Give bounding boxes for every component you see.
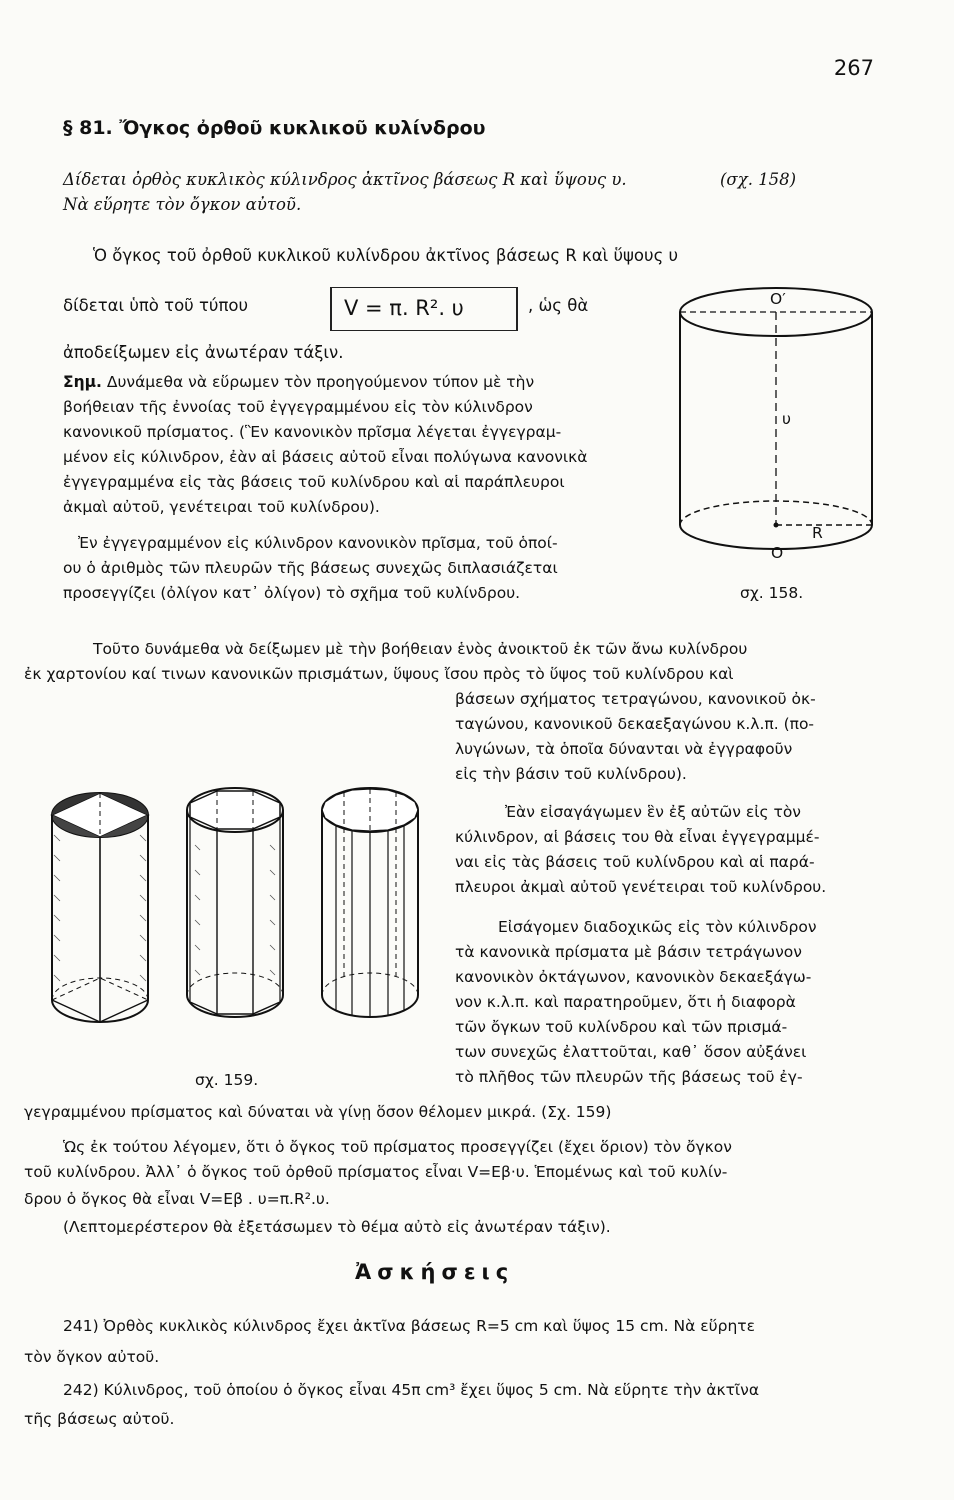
center-point	[774, 523, 779, 528]
paragraph-2-line3: βάσεων σχήματος τετραγώνου, κανονικοῦ ὀκ-	[455, 690, 816, 708]
paragraph-2-line1: Τοῦτο δυνάμεθα νὰ δείξωμεν μὲ τὴν βοήθειαν ἑνὸς ἀνοικτοῦ ἐκ τῶν ἄνω κυλίνδρου	[93, 640, 748, 658]
section-title: § 81. Ὄγκος ὀρθοῦ κυκλικοῦ κυλίνδρου	[63, 117, 486, 139]
volume-formula: V = π. R². υ	[344, 296, 464, 320]
figure-159-caption: σχ. 159.	[195, 1071, 259, 1089]
figure-158-caption: σχ. 158.	[740, 584, 804, 602]
page-number: 267	[833, 56, 874, 80]
paragraph-4-line7: τὸ πλῆθος τῶν πλευρῶν τῆς βάσεως τοῦ ἐγ-	[455, 1068, 803, 1086]
note-line6: ἀκμαὶ αὐτοῦ, γενέτειραι τοῦ κυλίνδρου).	[63, 498, 380, 516]
paragraph-1-line2b: , ὡς θὰ	[528, 296, 589, 315]
exercise-241-line2: τὸν ὄγκον αὐτοῦ.	[24, 1348, 160, 1366]
paragraph-4-line1: Εἰσάγομεν διαδοχικῶς εἰς τὸν κύλινδρον	[498, 918, 817, 936]
paragraph-2-line2: ἐκ χαρτονίου καί τινων κανονικῶν πρισμάτων, ὕψους ἴσου πρὸς τὸ ὕψος τοῦ κυλίνδρου καὶ	[24, 665, 734, 683]
paragraph-4-line6: των συνεχῶς ἐλαττοῦται, καθ᾿ ὅσον αὐξάνει	[455, 1043, 807, 1061]
paragraph-5-line3: δρου ὁ ὄγκος θὰ εἶναι V=Εβ . υ=π.R².υ.	[24, 1190, 330, 1208]
paragraph-4-line5: τῶν ὄγκων τοῦ κυλίνδρου καὶ τῶν πρισμά-	[455, 1018, 788, 1036]
note2-line2: ου ὁ ἀριθμὸς τῶν πλευρῶν τῆς βάσεως συνεχῶς διπλασιάζεται	[63, 559, 558, 577]
paragraph-2-line6: εἰς τὴν βάσιν τοῦ κυλίνδρου).	[455, 765, 687, 783]
paragraph-1-line2a: δίδεται ὑπὸ τοῦ τύπου	[63, 296, 249, 315]
paragraph-2-line4: ταγώνου, κανονικοῦ δεκαεξαγώνου κ.λ.π. (πο-	[455, 715, 815, 733]
label-bottom-center: O	[771, 544, 784, 562]
label-height: υ	[782, 410, 791, 428]
label-top-center: O′	[770, 290, 786, 308]
paragraph-5-line1: Ὡς ἐκ τούτου λέγομεν, ὅτι ὁ ὄγκος τοῦ πρίσματος προσεγγίζει (ἔχει ὅριον) τὸν ὄγκον	[63, 1138, 732, 1156]
cylinder-square-prism	[52, 793, 148, 1022]
paragraph-4-line3: κανονικὸν ὀκτάγωνον, κανονικὸν δεκαεξάγω-	[455, 968, 812, 986]
exercise-242-line1: 242) Κύλινδρος, τοῦ ὁποίου ὁ ὄγκος εἶναι 45π cm³ ἔχει ὕψος 5 cm. Νὰ εὕρητε τὴν ἀκτῖνα	[63, 1381, 760, 1399]
paragraph-6: (Λεπτομερέστερον θὰ ἐξετάσωμεν τὸ θέμα αὐτὸ εἰς ἀνωτέραν τάξιν).	[63, 1218, 611, 1236]
note-line3: κανονικοῦ πρίσματος. (Ἓν κανονικὸν πρῖσμα λέγεται ἐγγεγραμ-	[63, 423, 562, 441]
exercise-241-line1: 241) Ὀρθὸς κυκλικὸς κύλινδρος ἔχει ἀκτῖνα βάσεως R=5 cm καὶ ὕψος 15 cm. Νὰ εὕρητε	[63, 1317, 755, 1335]
label-radius: R	[812, 524, 823, 542]
problem-statement-line2: Νὰ εὕρητε τὸν ὄγκον αὐτοῦ.	[63, 195, 302, 214]
volume-formula-box	[330, 287, 518, 331]
paragraph-1-line1: Ὁ ὄγκος τοῦ ὀρθοῦ κυκλικοῦ κυλίνδρου ἀκτῖνος βάσεως R καὶ ὕψους υ	[93, 246, 679, 265]
paragraph-3-line1: Ἐὰν εἰσαγάγωμεν ἓν ἐξ αὐτῶν εἰς τὸν	[505, 803, 801, 821]
paragraph-2-line5: λυγώνων, τὰ ὁποῖα δύνανται νὰ ἐγγραφοῦν	[455, 740, 793, 758]
note-line4: μένον εἰς κύλινδρον, ἐὰν αἱ βάσεις αὐτοῦ εἶναι πολύγωνα κανονικὰ	[63, 448, 588, 466]
exercises-heading: Ἀσκήσεις	[355, 1260, 515, 1284]
exercise-242-line2: τῆς βάσεως αὐτοῦ.	[24, 1410, 175, 1428]
paragraph-3-line2: κύλινδρον, αἱ βάσεις του θὰ εἶναι ἐγγεγραμμέ-	[455, 828, 820, 846]
note-label: Σημ.	[63, 373, 102, 391]
paragraph-4-line2: τὰ κανονικὰ πρίσματα μὲ βάσιν τετράγωνον	[455, 943, 802, 961]
note-line1-text: Δυνάμεθα νὰ εὕρωμεν τὸν προηγούμενον τύπον μὲ τὴν	[101, 373, 535, 391]
cylinder-hexadecagonal-prism	[322, 788, 418, 1017]
problem-statement-line1: Δίδεται ὀρθὸς κυκλικὸς κύλινδρος ἀκτῖνος βάσεως R καὶ ὕψους υ.	[63, 170, 627, 189]
paragraph-1-line3: ἀποδείξωμεν εἰς ἀνωτέραν τάξιν.	[63, 343, 344, 362]
note-line5: ἐγγεγραμμένα εἰς τὰς βάσεις τοῦ κυλίνδρου καὶ αἱ παράπλευροι	[63, 473, 565, 491]
paragraph-5-line2: τοῦ κυλίνδρου. Ἀλλ᾿ ὁ ὄγκος τοῦ ὀρθοῦ πρίσματος εἶναι V=Εβ·υ. Ἑπομένως καὶ τοῦ κυλίν-	[24, 1163, 728, 1181]
note2-line3: προσεγγίζει (ὀλίγον κατ᾿ ὀλίγον) τὸ σχῆμα τοῦ κυλίνδρου.	[63, 584, 521, 602]
note-line1	[63, 373, 534, 391]
paragraph-4-line8: γεγραμμένου πρίσματος καὶ δύναται νὰ γίνῃ ὅσον θέλομεν μικρά. (Σχ. 159)	[24, 1103, 612, 1121]
paragraph-4-line4: νον κ.λ.π. καὶ παρατηροῦμεν, ὅτι ἡ διαφορὰ	[455, 993, 796, 1011]
cylinder-octagonal-prism	[187, 788, 283, 1017]
note2-line1: Ἐν ἐγγεγραμμένον εἰς κύλινδρον κανονικὸν πρῖσμα, τοῦ ὁποί-	[78, 534, 558, 552]
paragraph-3-line3: ναι εἰς τὰς βάσεις τοῦ κυλίνδρου καὶ αἱ παρά-	[455, 853, 815, 871]
figure-158-cylinder	[660, 280, 900, 580]
figure-159-prisms	[30, 775, 445, 1075]
figure-reference: (σχ. 158)	[720, 170, 797, 189]
note-line2: βοήθειαν τῆς ἐννοίας τοῦ ἐγγεγραμμένου εἰς τὸν κύλινδρον	[63, 398, 533, 416]
paragraph-3-line4: πλευροι ἀκμαὶ αὐτοῦ γενέτειραι τοῦ κυλίνδρου.	[455, 878, 827, 896]
